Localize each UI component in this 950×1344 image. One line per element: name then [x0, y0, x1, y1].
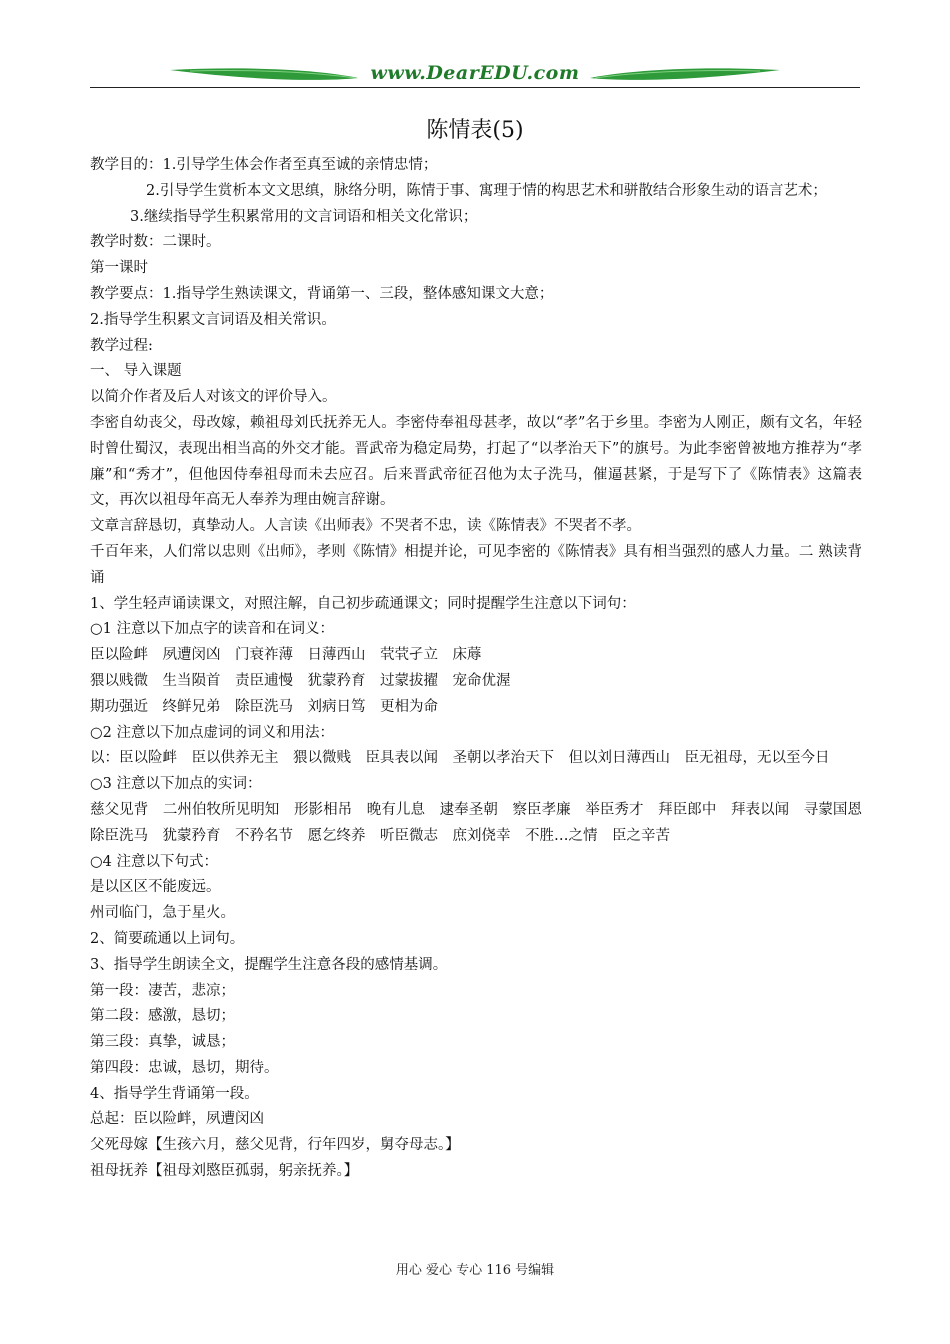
page-footer: 用心 爱心 专心 116 号编辑 — [395, 1263, 555, 1278]
list-item: ○3 注意以下加点的实词： — [90, 776, 262, 793]
paragraph: 以简介作者及后人对该文的评价导入。 — [90, 389, 337, 406]
list-item: 第二段：感激，恳切； — [90, 1008, 235, 1025]
list-item: ○2 注意以下加点虚词的词义和用法： — [90, 724, 334, 741]
paragraph: 3、指导学生朗读全文，提醒学生注意各段的感情基调。 — [90, 956, 448, 973]
list-item: ○4 注意以下句式： — [90, 853, 218, 870]
document-body — [90, 153, 877, 1185]
paragraph: 教学目的：1.引导学生体会作者至真至诚的亲情忠情； — [90, 157, 438, 173]
section-heading: 一、 导入课题 — [90, 363, 182, 380]
paragraph: 教学时数：二课时。 — [90, 234, 221, 251]
paragraph: 千百年来，人们常以忠则《出师》，孝则《陈情》相提并论，可见李密的《陈情表》具有相当强烈的感人力量。二 熟读背诵 — [90, 543, 862, 586]
list-item: 州司临门，急于星火。 — [90, 905, 235, 922]
list-item: 第一段：凄苦，悲凉； — [90, 982, 235, 999]
list-item: 慈父见背 二州伯牧所见明知 形影相吊 晚有儿息 逮奉圣朝 察臣孝廉 举臣秀才 拜臣郎中 拜表以闻 寻蒙国恩 除臣洗马 犹蒙矜育 不矜名节 愿乞终养 听臣微志 庶刘侥幸 不胜…之情 臣之辛苦 — [90, 801, 877, 844]
list-item: 臣以险衅 夙遭闵凶 门衰祚薄 日薄西山 茕茕孑立 床蓐 — [90, 647, 482, 664]
paragraph: 祖母抚养【祖母刘愍臣孤弱，躬亲抚养。】 — [90, 1163, 359, 1180]
paragraph: 第一课时 — [90, 260, 148, 277]
paragraph: 文章言辞恳切，真挚动人。人言读《出师表》不哭者不忠，读《陈情表》不哭者不孝。 — [90, 518, 641, 535]
list-item: 期功强近 终鲜兄弟 除臣洗马 刘病日笃 更相为命 — [90, 698, 438, 715]
paragraph: 4、指导学生背诵第一段。 — [90, 1085, 259, 1102]
paragraph: 2、简要疏通以上词句。 — [90, 930, 245, 947]
paragraph: 李密自幼丧父，母改嫁，赖祖母刘氏抚养无人。李密侍奉祖母甚孝，故以“孝”名于乡里。李密为人刚正，颇有文名，年轻时曾仕蜀汉，表现出相当高的外交才能。晋武帝为稳定局势，打起了“以孝治天下”的旗号。为此李密曾被地方推荐为“孝廉”和“秀才”，但他因侍奉祖母而未去应召。后来晋武帝征召他为太子洗马，催逼甚紧，于是写下了《陈情表》这篇表文，再次以祖母年高无人奉养为理由婉言辞谢。 — [90, 414, 862, 509]
list-item: 是以区区不能废远。 — [90, 879, 221, 896]
paragraph: 教学要点：1.指导学生熟读课文，背诵第一、三段，整体感知课文大意； — [90, 285, 554, 302]
paragraph: 总起：臣以险衅，夙遭闵凶 — [90, 1111, 264, 1128]
paragraph: 父死母嫁【生孩六月，慈父见背，行年四岁，舅夺母志。】 — [90, 1137, 460, 1154]
site-logo[interactable]: www.DearEDU.com — [370, 62, 580, 84]
list-item: 猥以贱微 生当陨首 责臣逋慢 犹蒙矜育 过蒙拔擢 宠命优渥 — [90, 672, 511, 689]
page-title: 陈情表(5) — [426, 118, 524, 143]
header-divider — [90, 87, 860, 88]
list-item: ○1 注意以下加点字的读音和在词义： — [90, 621, 334, 638]
paragraph: 教学过程: — [90, 337, 153, 354]
list-item: 第三段：真挚，诚恳； — [90, 1034, 235, 1051]
paragraph: 3.继续指导学生积累常用的文言词语和相关文化常识； — [130, 208, 478, 225]
paragraph: 2.引导学生赏析本文文思缜，脉络分明，陈情于事、寓理于情的构思艺术和骈散结合形象生动的语言艺术； — [146, 182, 827, 199]
list-item: 以：臣以险衅 臣以供养无主 猥以微贱 臣具表以闻 圣朝以孝治天下 但以刘日薄西山 臣无祖母，无以至今日 — [90, 750, 830, 767]
paragraph: 1、学生轻声诵读课文，对照注解，自己初步疏通课文；同时提醒学生注意以下词句： — [90, 595, 636, 612]
paragraph: 2.指导学生积累文言词语及相关常识。 — [90, 311, 336, 328]
list-item: 第四段：忠诚，恳切，期待。 — [90, 1059, 279, 1076]
